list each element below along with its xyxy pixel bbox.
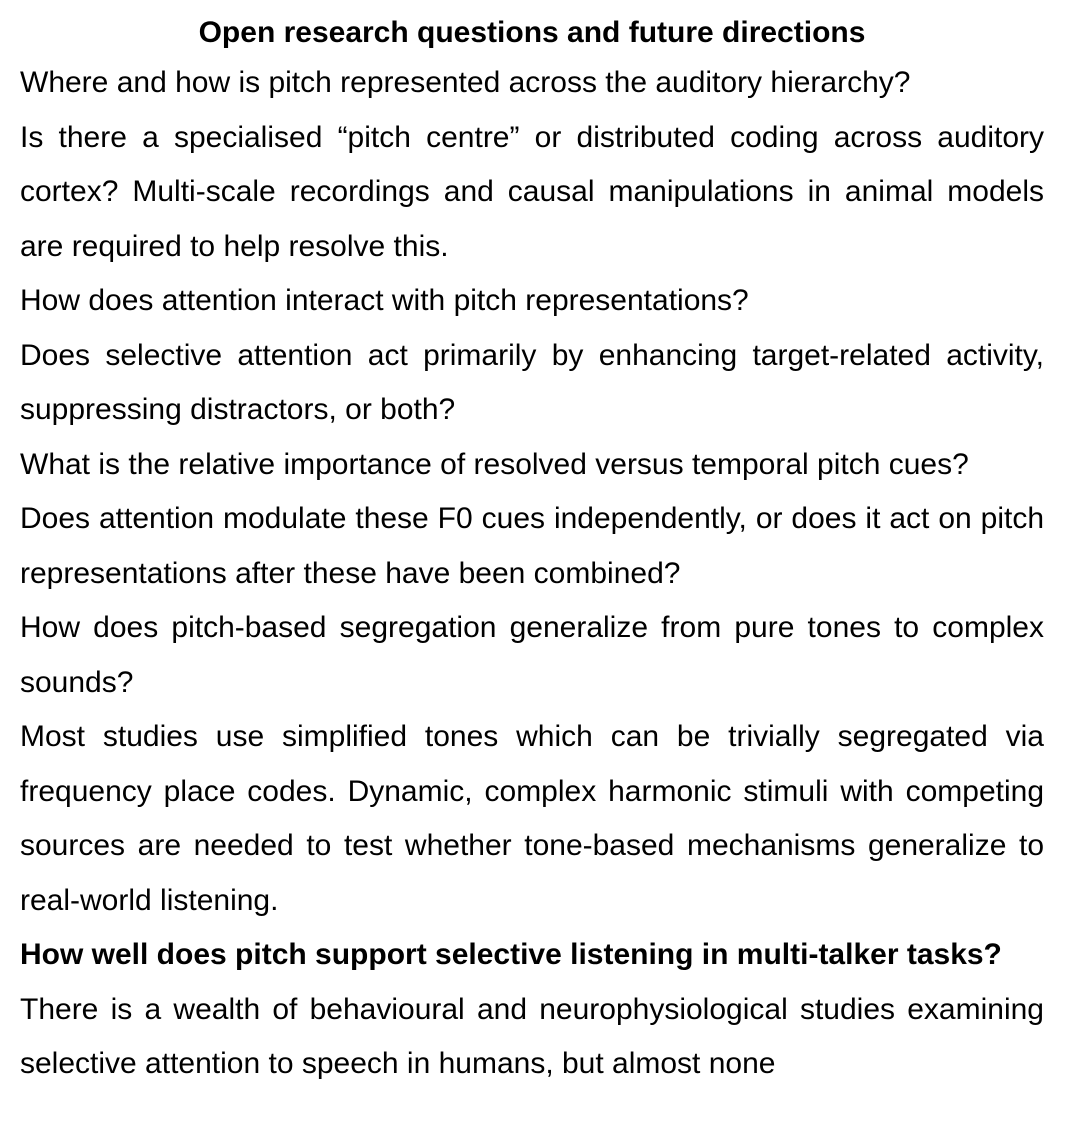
question-multi-talker: How well does pitch support selective listening in multi-talker tasks? bbox=[20, 938, 1002, 971]
document-body bbox=[20, 10, 1044, 1092]
question-segregation-generalize: How does pitch-based segregation generalize from pure tones to complex sounds? bbox=[20, 611, 1044, 699]
paragraph-selective-attention: Does selective attention act primarily by enhancing target-related activity, suppressing distractors, or both? bbox=[20, 338, 1044, 426]
paragraph-speech-studies: There is a wealth of behavioural and neurophysiological studies examining selective attention to speech in humans, but almost none bbox=[20, 992, 1044, 1080]
paragraph-f0-cues: Does attention modulate these F0 cues independently, or does it act on pitch representations after these have been combined? bbox=[20, 502, 1044, 590]
document-title: Open research questions and future directions bbox=[198, 16, 866, 49]
question-resolved-vs-temporal: What is the relative importance of resolved versus temporal pitch cues? bbox=[20, 447, 969, 481]
paragraph-pitch-centre: Is there a specialised “pitch centre” or distributed coding across auditory cortex? Multi-scale recordings and causal manipulations in animal models are required to help resolve this. bbox=[20, 120, 1044, 263]
question-attention-interaction: How does attention interact with pitch representations? bbox=[20, 284, 749, 317]
question-pitch-representation: Where and how is pitch represented across the auditory hierarchy? bbox=[20, 66, 911, 99]
paragraph-simplified-tones: Most studies use simplified tones which can be trivially segregated via frequency place codes. Dynamic, complex harmonic stimuli with competing sources are needed to test whether tone-based mechanisms generalize to real-world listening. bbox=[20, 720, 1044, 917]
